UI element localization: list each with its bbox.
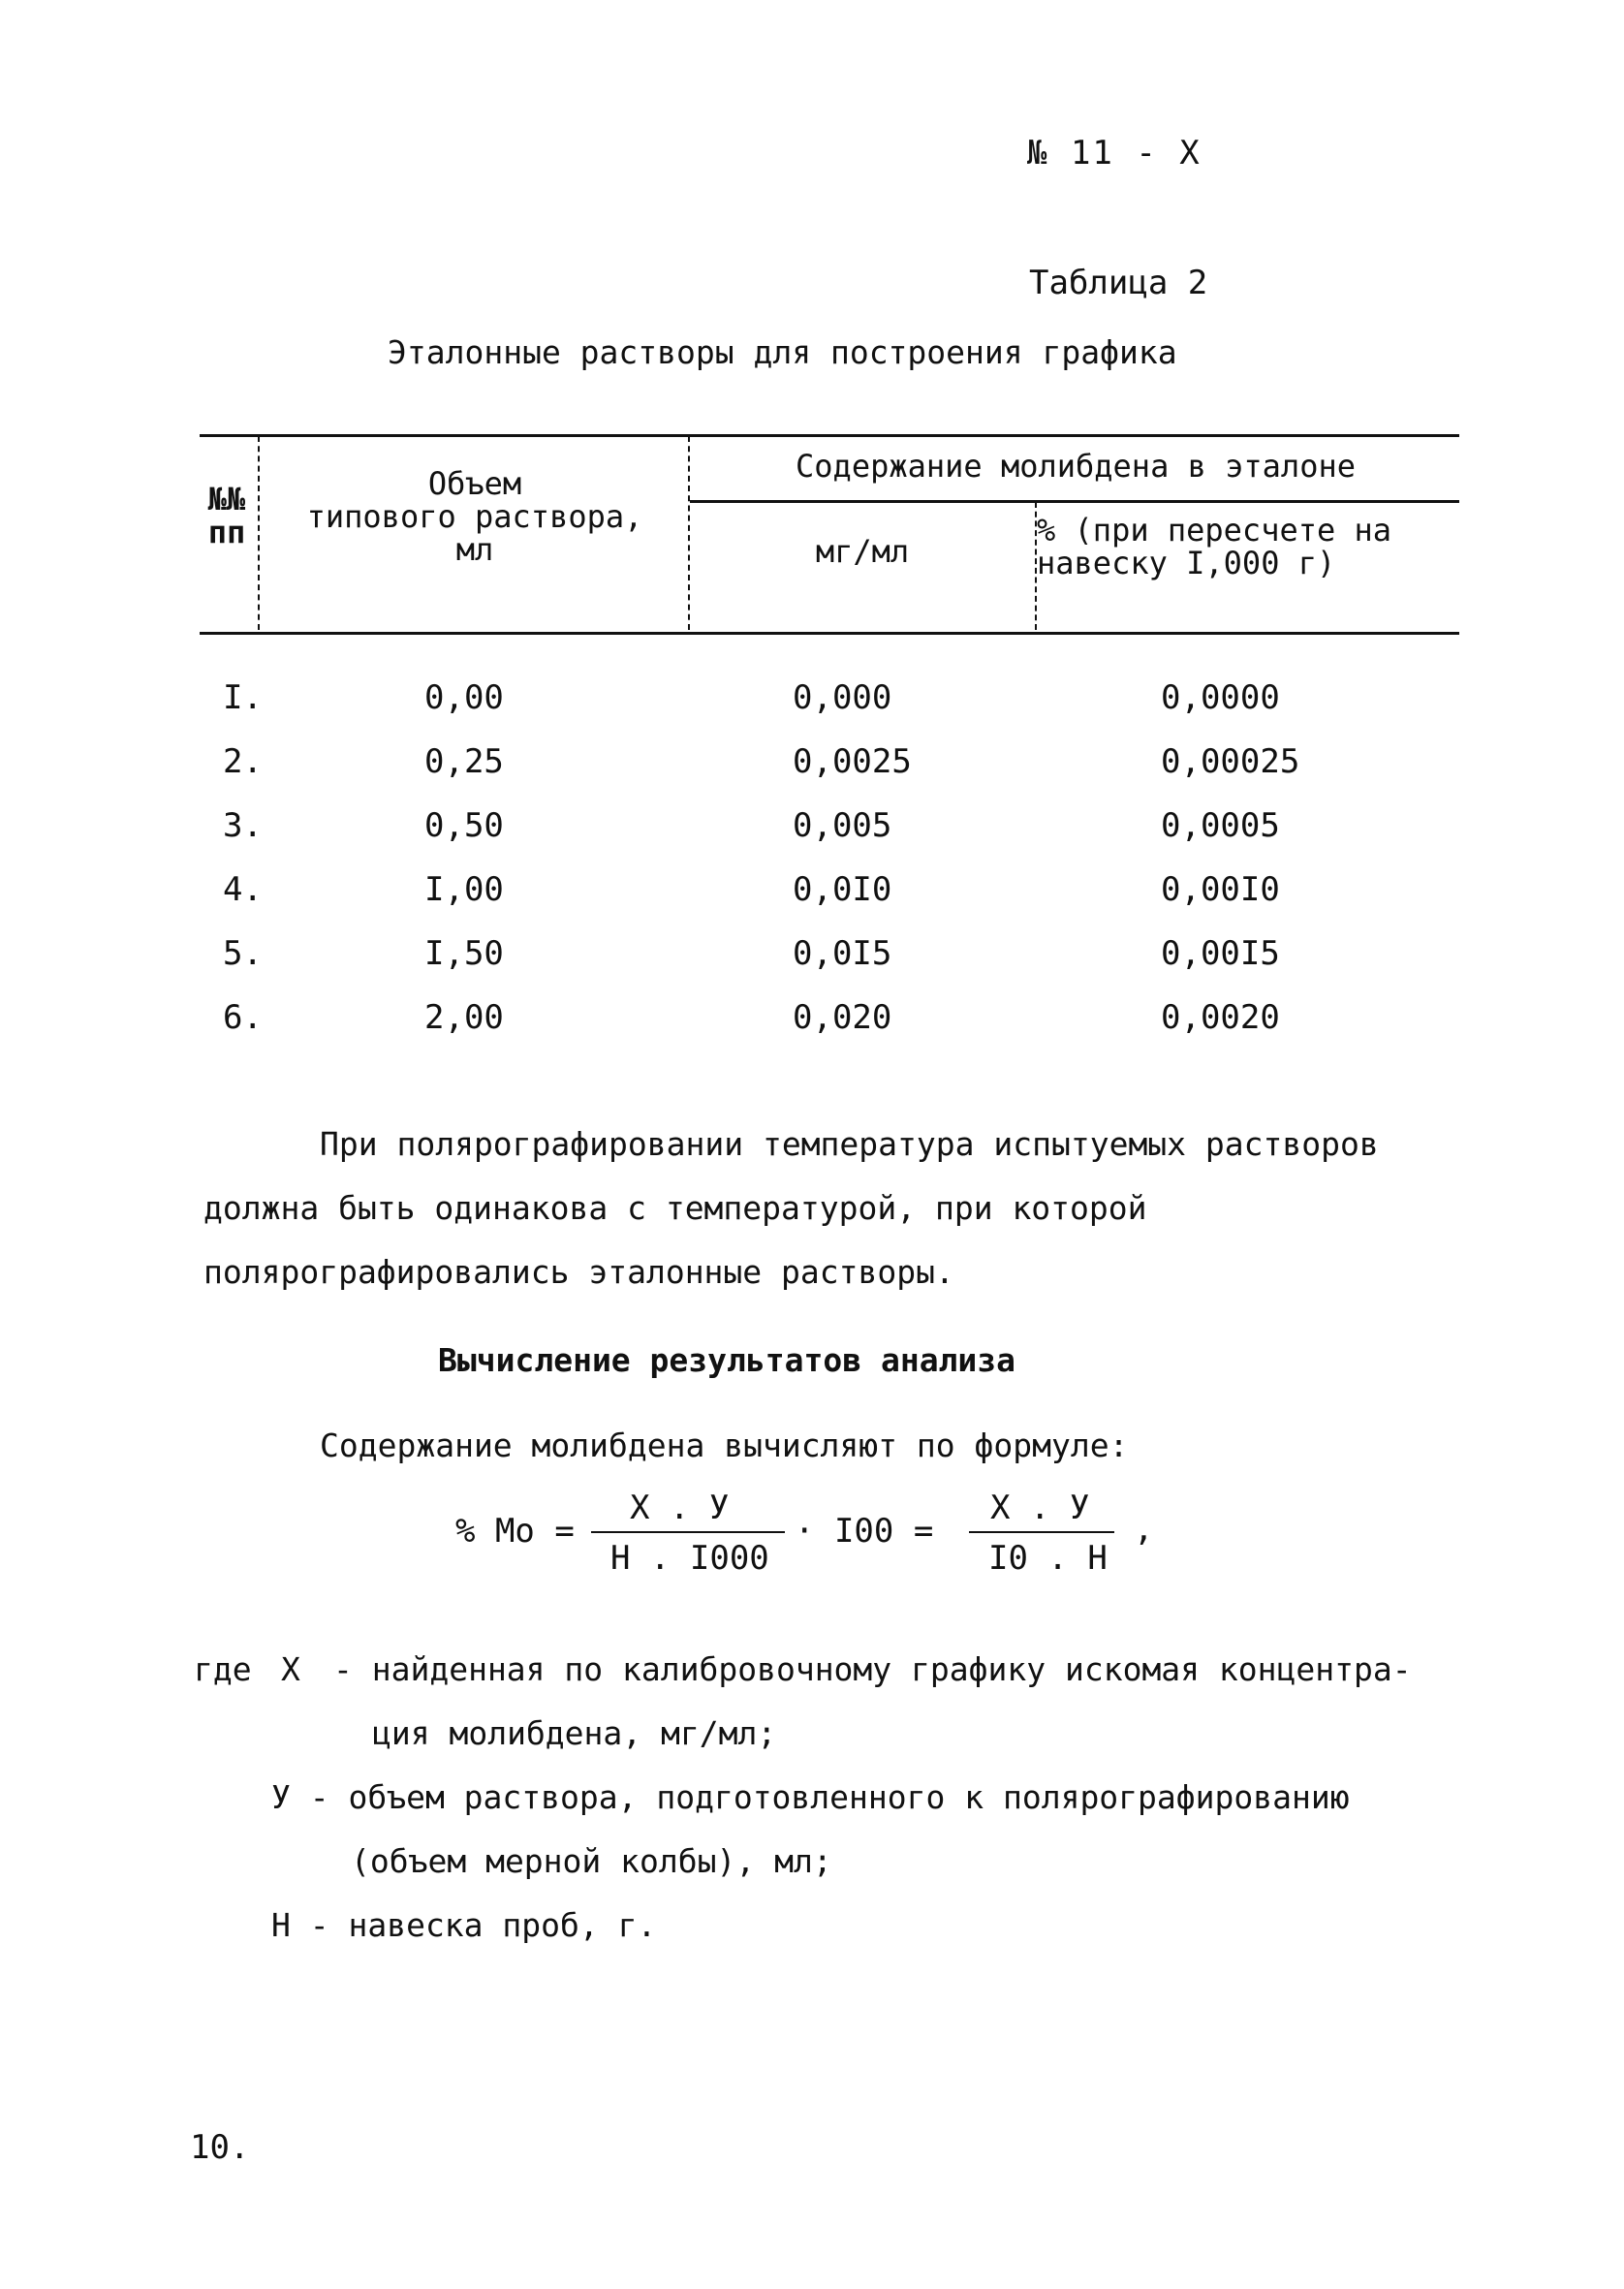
row-volume: 0,00 <box>424 678 504 717</box>
column-header-molybdenum: Содержание молибдена в эталоне <box>796 448 1356 485</box>
formula-numerator-1: X . У <box>630 1489 730 1527</box>
body-paragraph: При полярографировании температура испытуемых растворов должна быть одинакова с температурой, при которой полярографировались эталонные растворы. <box>203 1125 1379 1291</box>
fraction-bar-2 <box>969 1531 1114 1533</box>
formula-intro: Содержание молибдена вычисляют по формуле: <box>320 1427 1129 1464</box>
formula-denominator-2: I0 . Н <box>988 1539 1108 1578</box>
definition-x-symbol: X <box>281 1650 300 1688</box>
row-mg-ml: 0,005 <box>793 806 892 845</box>
table-top-rule <box>200 434 1459 437</box>
section-title: Вычисление результатов анализа <box>438 1341 1016 1379</box>
row-mg-ml: 0,020 <box>793 998 892 1037</box>
row-volume: I,00 <box>424 870 504 909</box>
table-header-bottom-rule <box>200 632 1459 635</box>
table-label: Таблица 2 <box>1029 264 1208 302</box>
row-mg-ml: 0,0I0 <box>793 870 892 909</box>
row-percent: 0,0020 <box>1161 998 1280 1037</box>
formula-tail: , <box>1134 1510 1154 1549</box>
column-header-mg-ml: мг/мл <box>815 533 910 570</box>
row-percent: 0,00I5 <box>1161 934 1280 973</box>
definition-y: У - объем раствора, подготовленного к полярографированию <box>271 1778 1350 1816</box>
row-number: 2. <box>223 742 263 781</box>
row-mg-ml: 0,000 <box>793 678 892 717</box>
row-mg-ml: 0,0025 <box>793 742 912 781</box>
table-title: Эталонные растворы для построения графика <box>388 333 1177 371</box>
page-number: 10. <box>190 2128 250 2167</box>
row-number: 3. <box>223 806 263 845</box>
table-row <box>0 998 1624 1062</box>
row-mg-ml: 0,0I5 <box>793 934 892 973</box>
formula-multiplier: · I00 = <box>795 1512 934 1551</box>
table-row <box>0 870 1624 934</box>
table-row <box>0 742 1624 806</box>
table-subheader-rule <box>690 500 1459 503</box>
table-row <box>0 806 1624 870</box>
definition-h: Н - навеска проб, г. <box>271 1906 657 1944</box>
definition-y-continued: (объем мерной колбы), мл; <box>351 1842 832 1880</box>
definition-x-continued: ция молибдена, мг/мл; <box>372 1714 777 1752</box>
formula-lhs: % Mo = <box>455 1512 575 1551</box>
row-volume: 0,50 <box>424 806 504 845</box>
row-volume: 0,25 <box>424 742 504 781</box>
column-header-volume: Объем типового раствора, мл <box>306 465 643 568</box>
row-volume: I,50 <box>424 934 504 973</box>
row-number: 6. <box>223 998 263 1037</box>
row-number: 5. <box>223 934 263 973</box>
row-percent: 0,00I0 <box>1161 870 1280 909</box>
formula-denominator-1: Н . I000 <box>610 1539 769 1578</box>
column-header-number: №№ пп <box>207 481 246 550</box>
document-number: № 11 - X <box>1027 134 1202 172</box>
formula-numerator-2: X . У <box>990 1489 1090 1527</box>
column-header-percent: % (при пересчете на навеску I,000 г) <box>1037 512 1392 581</box>
table-row <box>0 678 1624 742</box>
fraction-bar-1 <box>591 1531 785 1533</box>
row-percent: 0,00025 <box>1161 742 1300 781</box>
row-number: I. <box>223 678 263 717</box>
formula <box>455 1489 1192 1595</box>
row-number: 4. <box>223 870 263 909</box>
table-divider-2 <box>688 436 690 630</box>
row-volume: 2,00 <box>424 998 504 1037</box>
table-divider-1 <box>258 436 260 630</box>
row-percent: 0,0005 <box>1161 806 1280 845</box>
row-percent: 0,0000 <box>1161 678 1280 717</box>
definitions-where: где <box>194 1650 252 1688</box>
definition-x: - найденная по калибровочному графику искомая концентра- <box>333 1650 1412 1688</box>
table-row <box>0 934 1624 998</box>
